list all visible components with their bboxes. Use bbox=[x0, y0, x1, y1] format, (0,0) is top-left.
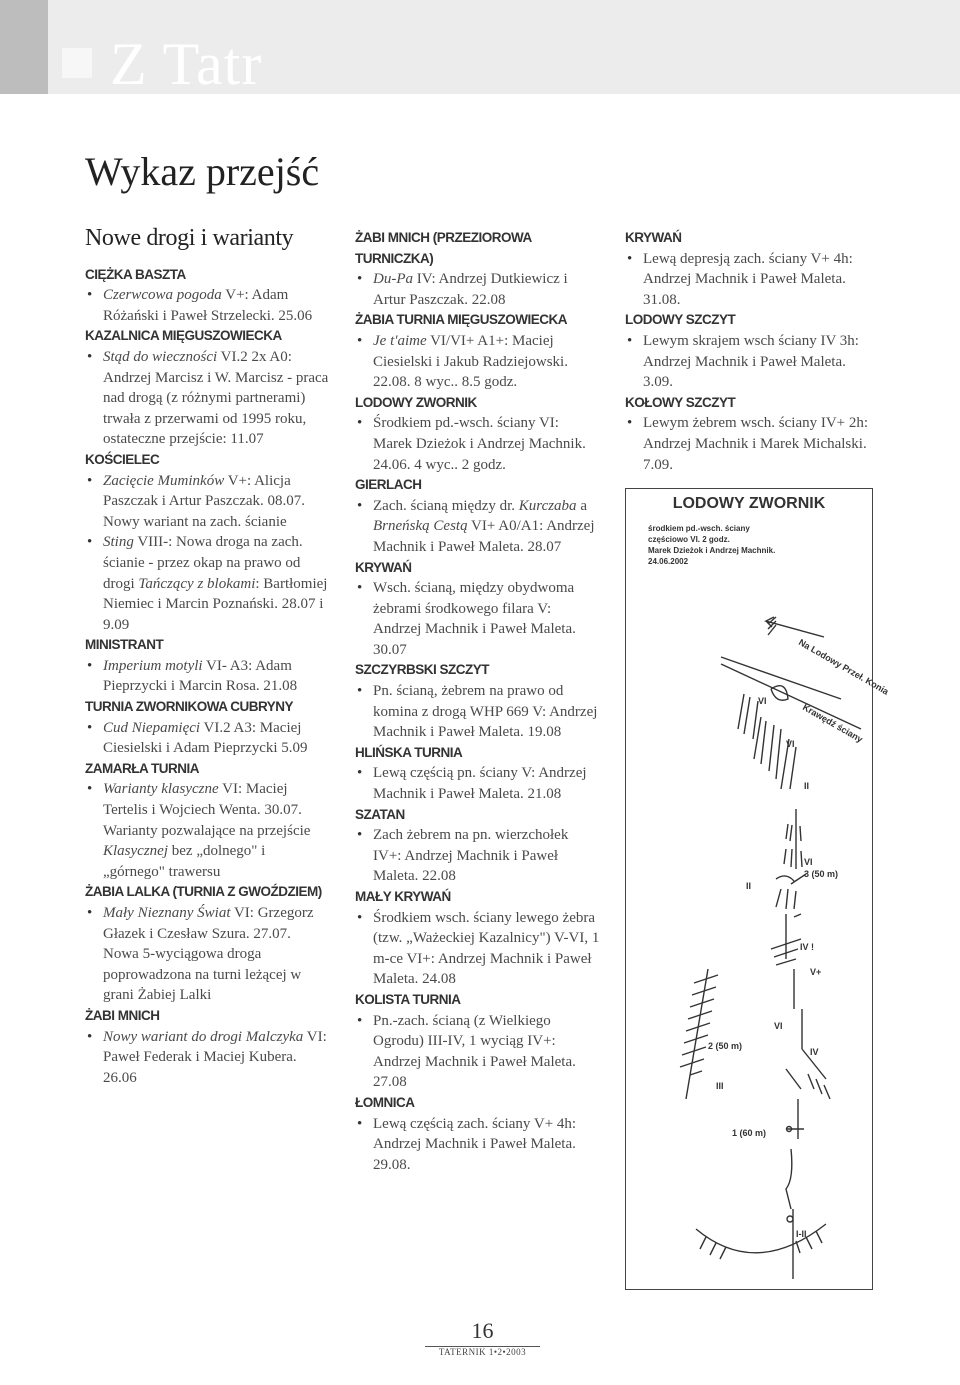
section-heading: Nowe drogi i warianty bbox=[85, 225, 294, 251]
topo-label: IV bbox=[810, 1047, 819, 1057]
route-peak-heading: ŻABI MNICH (PRZEZIOROWA TURNICZKA) bbox=[355, 230, 532, 266]
route-peak-heading: CIĘŻKA BASZTA bbox=[85, 266, 186, 282]
footer-publication: TATERNIK 1•2•2003 bbox=[425, 1346, 540, 1357]
route-peak-heading: ŻABIA LALKA (TURNIA Z GWOŹDZIEM) bbox=[85, 884, 322, 900]
route-peak-heading: KOŚCIELEC bbox=[85, 451, 160, 467]
route-name: Sting bbox=[103, 534, 134, 551]
topo-caption-line: Marek Dzieżok i Andrzej Machnik. bbox=[648, 546, 776, 555]
route-entry bbox=[355, 763, 600, 804]
route-list bbox=[85, 347, 330, 450]
route-details: Środkiem wsch. ściany lewego żebra (tzw. „Ważeckiej Kazalnicy") V-VI, 1 m-ce VI+: Andrzej Machnik i Paweł Maleta. 24.08 bbox=[373, 909, 600, 988]
topo-label: VI bbox=[774, 1021, 783, 1031]
topo-caption-line: 24.06.2002 bbox=[648, 557, 689, 566]
route-entry bbox=[355, 681, 600, 743]
column-2 bbox=[355, 228, 600, 1175]
topo-label: Krawędź ściany bbox=[801, 702, 865, 745]
route-name: Stąd do wieczności bbox=[103, 348, 218, 365]
route-entry bbox=[85, 347, 330, 450]
route-entry bbox=[355, 1114, 600, 1176]
route-entry bbox=[85, 532, 330, 635]
route-peak-heading: HLIŃSKA TURNIA bbox=[355, 744, 463, 760]
route-name: Tańczący z blokami bbox=[138, 575, 256, 592]
topo-label: VI bbox=[786, 739, 795, 749]
route-name: Du-Pa bbox=[373, 271, 413, 288]
route-entry bbox=[355, 1011, 600, 1093]
page-footer bbox=[425, 1318, 540, 1357]
topo-label: III bbox=[716, 1081, 724, 1091]
route-list bbox=[625, 413, 870, 475]
route-list bbox=[85, 471, 330, 636]
route-name: Klasycznej bbox=[103, 843, 168, 860]
route-entry bbox=[625, 331, 870, 393]
route-entry bbox=[625, 249, 870, 311]
route-list bbox=[355, 681, 600, 743]
page-number: 16 bbox=[471, 1318, 494, 1343]
route-peak-heading: KOŁOWY SZCZYT bbox=[625, 394, 736, 410]
route-entry bbox=[355, 331, 600, 393]
route-details: Lewą depresją zach. ściany V+ 4h: Andrzej Machnik i Paweł Maleta. 31.08. bbox=[643, 250, 853, 308]
route-peak-heading: LODOWY SZCZYT bbox=[625, 312, 736, 328]
topo-label: II bbox=[804, 781, 810, 791]
route-list bbox=[85, 1027, 330, 1089]
route-name: Zacięcie Muminków bbox=[103, 472, 225, 489]
route-details: Lewym żebrem wsch. ściany IV+ 2h: Andrzej Machnik i Marek Michalski. 7.09. bbox=[643, 415, 869, 473]
route-entry bbox=[85, 718, 330, 759]
route-entry bbox=[355, 578, 600, 660]
route-details: Środkiem pd.-wsch. ściany VI: Marek Dzieżok i Andrzej Machnik. 24.06. 4 wyc.. 2 godz. bbox=[373, 415, 586, 473]
topo-label: V+ bbox=[810, 967, 822, 977]
route-list bbox=[85, 903, 330, 1006]
route-details: : Bartłomiej Niemiec i Marcin Poznański. 28.07 i 9.09 bbox=[103, 575, 328, 633]
route-peak-heading: ZAMARŁA TURNIA bbox=[85, 760, 199, 776]
route-details: Pn. ścianą, żebrem na prawo od komina z drogą WHP 669 V: Andrzej Machnik i Paweł Maleta. 19.08 bbox=[373, 683, 598, 741]
route-details: V+: Adam Różański i Paweł Strzelecki. 25.06 bbox=[103, 287, 313, 324]
route-peak-heading: MAŁY KRYWAŃ bbox=[355, 889, 451, 904]
route-entry bbox=[355, 413, 600, 475]
route-details: IV: Andrzej Dutkiewicz i Artur Paszczak. 22.08 bbox=[373, 271, 568, 308]
route-peak-heading: ŁOMNICA bbox=[355, 1094, 415, 1110]
route-details: V+: Alicja Paszczak i Artur Paszczak. 08.07. Nowy wariant na zach. ścianie bbox=[103, 472, 306, 530]
topo-label: Na Lodowy Przeł. Konia bbox=[797, 637, 891, 697]
route-details: Zach. ścianą między dr. bbox=[373, 497, 519, 514]
route-list bbox=[355, 413, 600, 475]
route-name: Je t'aime bbox=[373, 332, 427, 349]
topo-label: I-II bbox=[796, 1229, 807, 1239]
route-entry bbox=[355, 908, 600, 990]
route-entry bbox=[85, 779, 330, 882]
route-details: VI: Paweł Federak i Maciej Kubera. 26.06 bbox=[103, 1028, 327, 1086]
route-list bbox=[355, 1011, 600, 1093]
route-details: VIII-: Nowa droga na zach. ścianie - przez okap na prawo od drogi bbox=[103, 534, 303, 592]
route-list bbox=[625, 331, 870, 393]
topo-label: 2 (50 m) bbox=[708, 1041, 743, 1051]
route-name: Imperium motyli bbox=[103, 657, 203, 674]
route-name: Czerwcowa pogoda bbox=[103, 287, 222, 304]
route-name: Cud Niepamięci bbox=[103, 719, 201, 736]
route-list bbox=[625, 249, 870, 311]
route-details: Lewą częścią pn. ściany V: Andrzej Machnik i Paweł Maleta. 21.08 bbox=[373, 765, 587, 803]
route-peak-heading: ŻABI MNICH bbox=[85, 1007, 160, 1023]
route-list bbox=[355, 1114, 600, 1176]
route-entry bbox=[355, 496, 600, 558]
topo-caption-line: częściowo VI. 2 godz. bbox=[648, 535, 730, 544]
route-peak-heading: KOLISTA TURNIA bbox=[355, 991, 461, 1007]
topo-title: LODOWY ZWORNIK bbox=[672, 495, 826, 512]
topo-label: II bbox=[746, 881, 752, 891]
route-list bbox=[355, 578, 600, 660]
header-banner bbox=[0, 0, 960, 100]
route-details: Zach żebrem na pn. wierzchołek IV+: Andrzej Machnik i Paweł Maleta. 22.08 bbox=[373, 827, 569, 885]
route-list bbox=[85, 779, 330, 882]
route-list bbox=[355, 331, 600, 393]
route-peak-heading: SZATAN bbox=[355, 806, 405, 822]
route-peak-heading: KRYWAŃ bbox=[625, 230, 682, 245]
route-entry bbox=[85, 656, 330, 697]
route-peak-heading: LODOWY ZWORNIK bbox=[355, 394, 477, 410]
route-list bbox=[355, 763, 600, 804]
route-entry bbox=[85, 903, 330, 1006]
topo-drawing bbox=[626, 489, 891, 1289]
banner-square bbox=[62, 48, 92, 78]
page-heading: Wykaz przejść bbox=[85, 149, 320, 194]
route-details: Pn.-zach. ścianą (z Wielkiego Ogrodu) III-IV, 1 wyciąg IV+: Andrzej Machnik i Paweł Maleta. 27.08 bbox=[373, 1012, 576, 1091]
route-peak-heading: TURNIA ZWORNIKOWA CUBRYNY bbox=[85, 699, 293, 715]
route-list bbox=[85, 656, 330, 697]
route-list bbox=[85, 285, 330, 326]
route-peak-heading: GIERLACH bbox=[355, 477, 422, 493]
route-list bbox=[355, 496, 600, 558]
route-list bbox=[355, 908, 600, 990]
route-details: a bbox=[576, 497, 587, 514]
route-details: VI/VI+ A1+: Maciej Ciesielski i Jakub Radziejowski. 22.08. 8 wyc.. 8.5 godz. bbox=[373, 332, 568, 391]
route-peak-heading: SZCZYRBSKI SZCZYT bbox=[355, 662, 490, 678]
route-list bbox=[85, 718, 330, 759]
route-peak-heading: KRYWAŃ bbox=[355, 559, 412, 575]
route-details: Lewym skrajem wsch ściany IV 3h: Andrzej Machnik i Paweł Maleta. 3.09. bbox=[643, 332, 859, 391]
route-name: Nowy wariant do drogi Malczyka bbox=[103, 1028, 304, 1045]
route-details: Lewą częścią zach. ściany V+ 4h: Andrzej Machnik i Paweł Maleta. 29.08. bbox=[373, 1115, 577, 1173]
topo-diagram bbox=[625, 488, 891, 1290]
route-entry bbox=[625, 413, 870, 475]
route-entry bbox=[85, 285, 330, 326]
route-peak-heading: KAZALNICA MIĘGUSZOWIECKA bbox=[85, 328, 282, 344]
route-entry bbox=[355, 825, 600, 887]
column-3 bbox=[625, 228, 870, 475]
banner-title: Z Tatr bbox=[110, 31, 263, 97]
route-entry bbox=[85, 471, 330, 533]
route-details: VI: Grzegorz Głazek i Czesław Szura. 27.07. Nowa 5-wyciągowa droga poprowadzona na turni leżącej w grani Żabiej Lalki bbox=[103, 905, 314, 1004]
route-list bbox=[355, 825, 600, 887]
banner-dark-block bbox=[0, 0, 48, 94]
route-name: Mały Nieznany Świat bbox=[103, 905, 231, 921]
route-peak-heading: ŻABIA TURNIA MIĘGUSZOWIECKA bbox=[355, 312, 567, 328]
route-details: Wsch. ścianą, między obydwoma żebrami środkowego filara V: Andrzej Machnik i Paweł Maleta. 30.07 bbox=[373, 580, 576, 658]
route-details: VI.2 2x A0: Andrzej Marcisz i W. Marcisz - praca nad drogą (z różnymi partnerami) trwała z przerwami od 1995 roku, ostateczne przejście: 11.07 bbox=[103, 348, 329, 448]
route-details: VI.2 A3: Maciej Ciesielski i Adam Pieprzycki 5.09 bbox=[103, 719, 308, 757]
topo-label: IV ! bbox=[800, 942, 815, 952]
column-1 bbox=[85, 225, 330, 1088]
route-list bbox=[355, 269, 600, 310]
route-details: VI: Maciej Tertelis i Wojciech Wenta. 30.07. Warianty pozwalające na przejście bbox=[103, 781, 311, 839]
route-entry bbox=[355, 269, 600, 310]
route-details: bez „dolnego" i „górnego" trawersu bbox=[103, 843, 266, 880]
route-name: Brneńską Cestą bbox=[373, 518, 468, 535]
route-name: Kurczaba bbox=[518, 497, 577, 514]
route-name: Warianty klasyczne bbox=[103, 781, 219, 798]
route-entry bbox=[85, 1027, 330, 1089]
topo-label: VI bbox=[804, 857, 813, 867]
topo-caption-line: środkiem pd.-wsch. ściany bbox=[648, 524, 750, 533]
route-details: VI- A3: Adam Pieprzycki i Marcin Rosa. 21.08 bbox=[103, 657, 298, 695]
topo-label: 1 (60 m) bbox=[732, 1128, 767, 1138]
topo-label: VI bbox=[758, 696, 767, 706]
route-details: VI+ A0/A1: Andrzej Machnik i Paweł Maleta. 28.07 bbox=[373, 518, 595, 555]
route-peak-heading: MINISTRANT bbox=[85, 637, 164, 653]
topo-label: 3 (50 m) bbox=[804, 869, 839, 879]
